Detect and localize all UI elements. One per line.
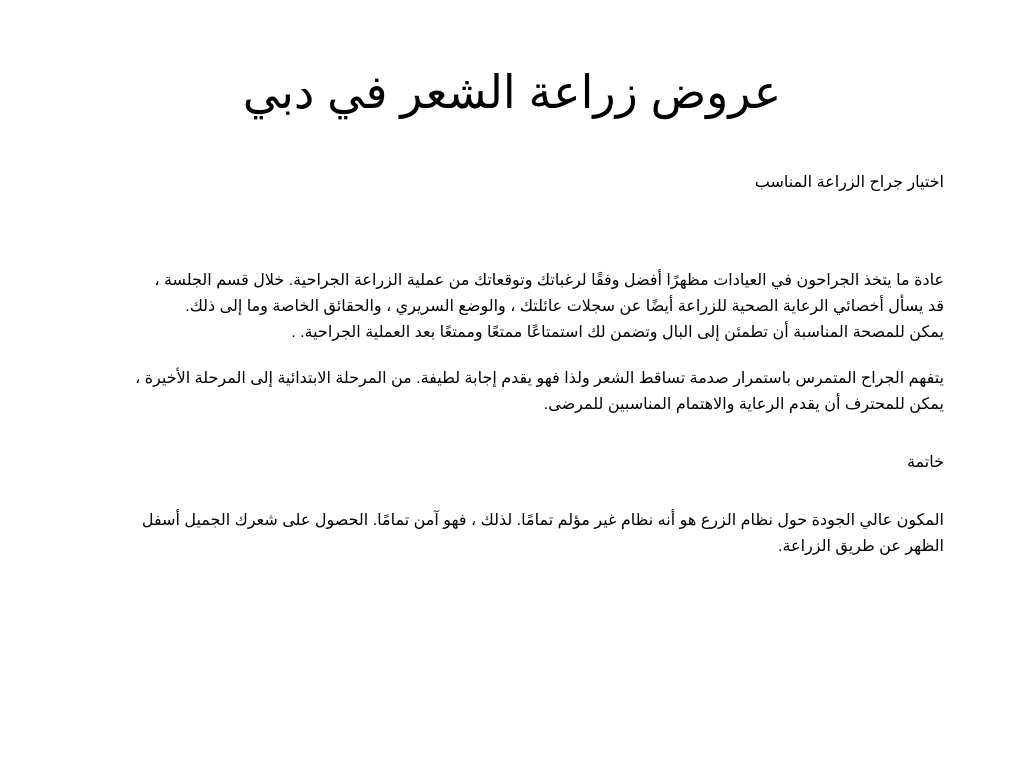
paragraph-line: عادة ما يتخذ الجراحون في العيادات مظهرًا أفضل وفقًا لرغباتك وتوقعاتك من عملية الزراعة الجراحية. خلال قسم الجلسة ، bbox=[154, 272, 944, 289]
paragraph-line: الظهر عن طريق الزراعة. bbox=[778, 538, 944, 555]
paragraph-conclusion bbox=[78, 508, 944, 560]
paragraph-surgeon-consultation bbox=[78, 268, 944, 346]
conclusion-heading: خاتمة bbox=[906, 454, 944, 471]
paragraph-line: يمكن للمحترف أن يقدم الرعاية والاهتمام المناسبين للمرضى. bbox=[543, 396, 944, 413]
paragraph-line: يتفهم الجراح المتمرس باستمرار صدمة تساقط الشعر ولذا فهو يقدم إجابة لطيفة. من المرحلة الابتدائية إلى المرحلة الأخيرة ، bbox=[135, 370, 944, 387]
slide-title: عروض زراعة الشعر في دبي bbox=[242, 66, 782, 118]
slide-body bbox=[78, 170, 944, 560]
paragraph-line: المكون عالي الجودة حول نظام الزرع هو أنه نظام غير مؤلم تمامًا. لذلك ، فهو آمن تمامًا. الحصول على شعرك الجميل أسفل bbox=[141, 512, 944, 529]
paragraph-experienced-surgeon bbox=[78, 366, 944, 418]
subheading: اختيار جراح الزراعة المناسب bbox=[754, 174, 944, 191]
paragraph-line: قد يسأل أخصائي الرعاية الصحية للزراعة أيضًا عن سجلات عائلتك ، والوضع السريري ، والحقائق الخاصة وما إلى ذلك. bbox=[185, 298, 944, 315]
paragraph-line: يمكن للمصحة المناسبة أن تطمئن إلى البال وتضمن لك استمتاعًا ممتعًا وممتعًا بعد العملية الجراحية. . bbox=[291, 324, 944, 341]
